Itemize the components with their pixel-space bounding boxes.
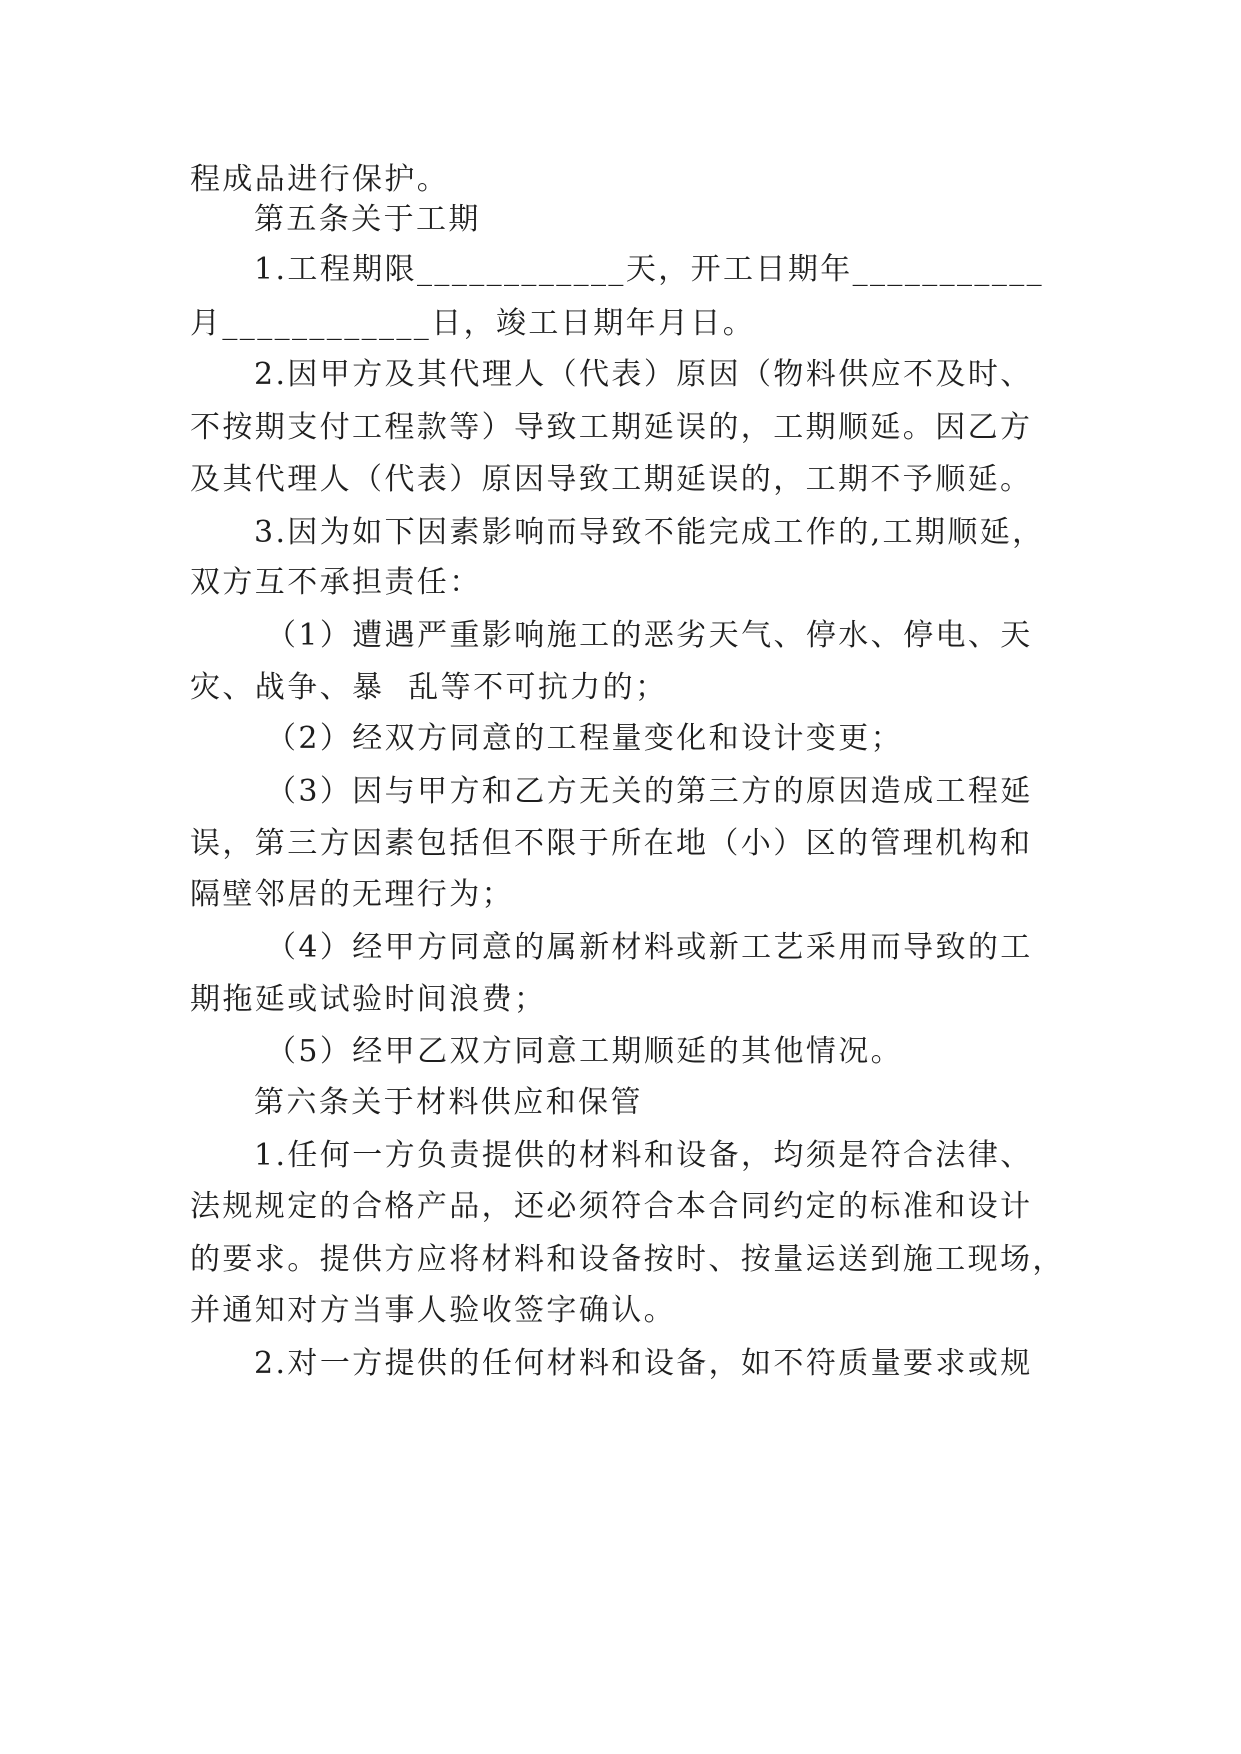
section-heading: 第五条关于工期 bbox=[254, 202, 481, 237]
text-line: （5）经甲乙双方同意工期顺延的其他情况。 bbox=[266, 1034, 904, 1069]
text-line: （1）遭遇严重影响施工的恶劣天气、停水、停电、天 bbox=[266, 618, 1033, 653]
text-line: 误，第三方因素包括但不限于所在地（小）区的管理机构和 bbox=[190, 826, 1033, 861]
text-line: （4）经甲方同意的属新材料或新工艺采用而导致的工 bbox=[266, 930, 1033, 965]
text-line: 1.任何一方负责提供的材料和设备，均须是符合法律、 bbox=[254, 1138, 1033, 1173]
text-line: 期拖延或试验时间浪费； bbox=[190, 982, 547, 1017]
text-line: 程成品进行保护。 bbox=[190, 162, 450, 197]
text-line: 双方互不承担责任： bbox=[190, 565, 482, 600]
text-line: 并通知对方当事人验收签字确认。 bbox=[190, 1293, 676, 1328]
text-line: （3）因与甲方和乙方无关的第三方的原因造成工程延 bbox=[266, 774, 1033, 809]
text-line: 1.工程期限____________天，开工日期年___________ bbox=[254, 252, 1045, 287]
text-line: 灾、战争、暴 乱等不可抗力的； bbox=[190, 670, 668, 705]
section-heading: 第六条关于材料供应和保管 bbox=[254, 1085, 643, 1120]
text-line: 法规规定的合格产品，还必须符合本合同约定的标准和设计 bbox=[190, 1189, 1033, 1224]
text-line: 隔壁邻居的无理行为； bbox=[190, 877, 514, 912]
text-line: 及其代理人（代表）原因导致工期延误的，工期不予顺延。 bbox=[190, 462, 1033, 497]
text-line: 不按期支付工程款等）导致工期延误的，工期顺延。因乙方 bbox=[190, 410, 1033, 445]
text-line: 3.因为如下因素影响而导致不能完成工作的,工期顺延， bbox=[254, 515, 1045, 550]
text-line: （2）经双方同意的工程量变化和设计变更； bbox=[266, 721, 904, 756]
text-line: 的要求。提供方应将材料和设备按时、按量运送到施工现场， bbox=[190, 1242, 1065, 1277]
text-line: 2.因甲方及其代理人（代表）原因（物料供应不及时、 bbox=[254, 357, 1033, 392]
text-line: 月____________日，竣工日期年月日。 bbox=[190, 306, 756, 341]
text-line: 2.对一方提供的任何材料和设备，如不符质量要求或规 bbox=[254, 1346, 1033, 1381]
